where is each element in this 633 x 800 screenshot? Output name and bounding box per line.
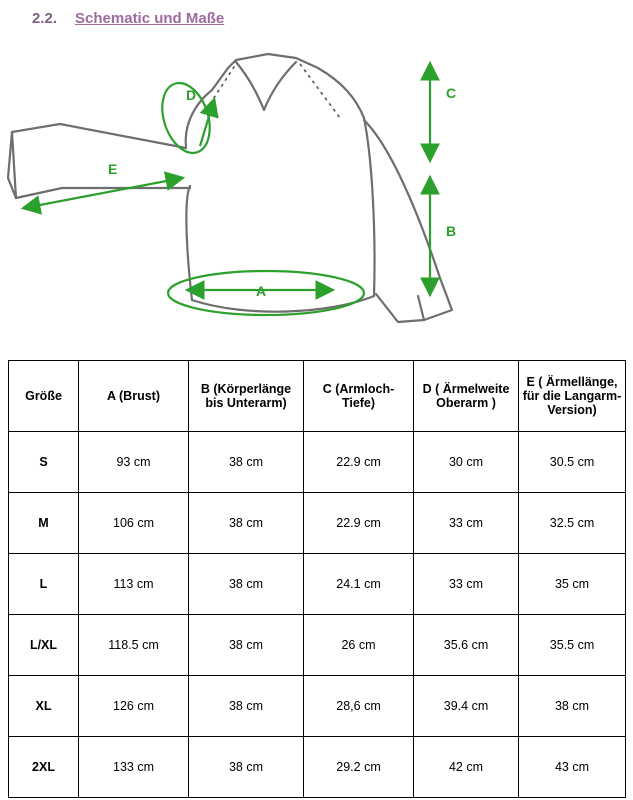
cell-size: M: [9, 493, 79, 554]
cell-c: 26 cm: [304, 615, 414, 676]
cell-d: 42 cm: [414, 737, 519, 798]
arrow-e: [24, 178, 182, 208]
label-b: B: [446, 223, 457, 239]
cell-b: 38 cm: [189, 432, 304, 493]
cell-a: 106 cm: [79, 493, 189, 554]
table-header-c: C (Armloch-Tiefe): [304, 361, 414, 432]
table-row: [9, 615, 626, 676]
table-header-row: [9, 361, 626, 432]
cell-b: 38 cm: [189, 676, 304, 737]
cell-size: 2XL: [9, 737, 79, 798]
table-row: [9, 737, 626, 798]
cell-a: 133 cm: [79, 737, 189, 798]
cell-d: 33 cm: [414, 554, 519, 615]
table-header-e: E ( Ärmellänge, für die Langarm-Version): [519, 361, 626, 432]
cell-b: 38 cm: [189, 615, 304, 676]
cell-e: 35 cm: [519, 554, 626, 615]
table-row: [9, 432, 626, 493]
table-header-d: D ( Ärmelweite Oberarm ): [414, 361, 519, 432]
cell-a: 113 cm: [79, 554, 189, 615]
cell-size: XL: [9, 676, 79, 737]
table-header-b: B (Körperlänge bis Unterarm): [189, 361, 304, 432]
cell-e: 30.5 cm: [519, 432, 626, 493]
cell-size: S: [9, 432, 79, 493]
table-row: [9, 554, 626, 615]
garment-outline: [8, 54, 452, 322]
cell-b: 38 cm: [189, 737, 304, 798]
cell-e: 43 cm: [519, 737, 626, 798]
label-e: E: [108, 161, 118, 177]
cell-b: 38 cm: [189, 554, 304, 615]
cell-d: 33 cm: [414, 493, 519, 554]
garment-schematic-diagram: [0, 28, 633, 358]
heading-title: Schematic und Maße: [75, 9, 225, 27]
cell-a: 118.5 cm: [79, 615, 189, 676]
cell-e: 32.5 cm: [519, 493, 626, 554]
cell-c: 28,6 cm: [304, 676, 414, 737]
cell-size: L/XL: [9, 615, 79, 676]
measurement-arrows: [24, 64, 430, 315]
table-header-a: A (Brust): [79, 361, 189, 432]
cell-c: 22.9 cm: [304, 493, 414, 554]
size-chart-table: [8, 360, 626, 798]
table-row: [9, 676, 626, 737]
cell-d: 39.4 cm: [414, 676, 519, 737]
cell-e: 38 cm: [519, 676, 626, 737]
cell-d: 30 cm: [414, 432, 519, 493]
cell-c: 29.2 cm: [304, 737, 414, 798]
table-header-size: Größe: [9, 361, 79, 432]
cell-c: 24.1 cm: [304, 554, 414, 615]
cell-size: L: [9, 554, 79, 615]
label-d: D: [186, 87, 197, 103]
cell-e: 35.5 cm: [519, 615, 626, 676]
cell-c: 22.9 cm: [304, 432, 414, 493]
cell-a: 126 cm: [79, 676, 189, 737]
label-c: C: [446, 85, 457, 101]
heading-number: 2.2.: [32, 9, 58, 27]
cell-b: 38 cm: [189, 493, 304, 554]
label-a: A: [256, 283, 267, 299]
arrow-d: [200, 100, 214, 146]
cell-a: 93 cm: [79, 432, 189, 493]
table-row: [9, 493, 626, 554]
cell-d: 35.6 cm: [414, 615, 519, 676]
